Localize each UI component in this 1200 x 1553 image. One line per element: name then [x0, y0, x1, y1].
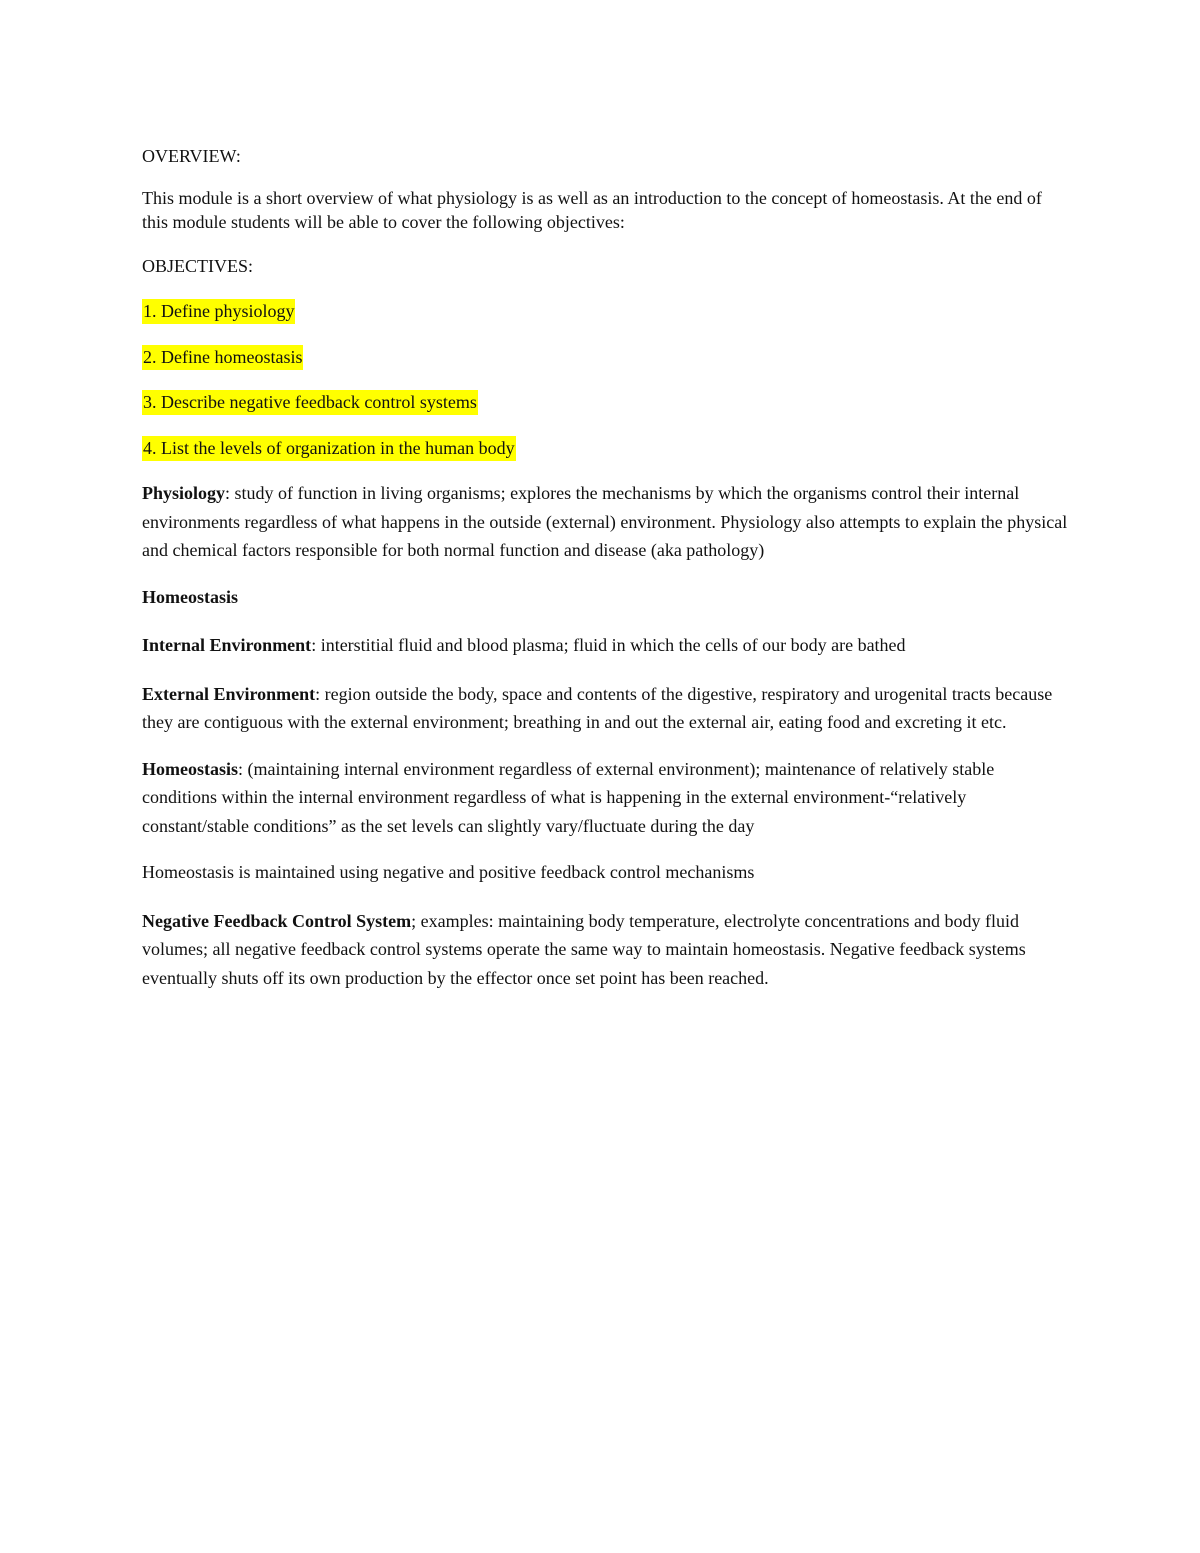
- objective-item-1: [142, 297, 1072, 326]
- objective-item-3: [142, 388, 1072, 417]
- overview-text: This module is a short overview of what physiology is as well as an introduction to the concept of homeostasis. At the end of this module students will be able to cover the following objectives:: [142, 187, 1042, 232]
- definition-term: Internal Environment: [142, 635, 312, 655]
- internal-environment-definition: [142, 631, 1072, 660]
- definition-term: Negative Feedback Control System: [142, 910, 412, 931]
- definition-text: : study of function in living organisms; explores the mechanisms by which the organisms control their internal environments regardless of what happens in the outside (external) environment. Physiology also attempts to explain the physical and chemical factors responsible for both normal function and disease (aka pathology): [142, 483, 1068, 560]
- objectives-heading: OBJECTIVES:: [142, 255, 254, 276]
- homeostasis-heading: [142, 583, 1072, 612]
- definition-text: : region outside the body, space and contents of the digestive, respiratory and urogenital tracts because they are contiguous with the external environment; breathing in and out the external air, eating food and excreting it etc.: [142, 683, 1053, 732]
- definition-text: : interstitial fluid and blood plasma; fluid in which the cells of our body are bathed: [311, 635, 906, 655]
- definition-term: External Environment: [142, 683, 316, 704]
- negative-feedback-definition: [142, 907, 1072, 993]
- physiology-definition: [142, 479, 1072, 565]
- feedback-statement: Homeostasis is maintained using negative and positive feedback control mechanisms: [142, 862, 755, 882]
- highlighted-text: 3. Describe negative feedback control systems: [142, 390, 478, 415]
- definition-text: : (maintaining internal environment regardless of external environment); maintenance of relatively stable conditions within the internal environment regardless of what is happening in the external environment-“relatively constant/stable conditions” as the set levels can slightly vary/fluctuate during the day: [142, 758, 995, 836]
- overview-heading: OVERVIEW:: [142, 146, 241, 166]
- external-environment-definition: [142, 680, 1072, 737]
- objective-item-4: [142, 434, 1072, 463]
- definition-term: Physiology: [142, 483, 226, 503]
- highlighted-text: 1. Define physiology: [142, 299, 295, 324]
- definition-text: ; examples: maintaining body temperature, electrolyte concentrations and body fluid volumes; all negative feedback control systems operate the same way to maintain homeostasis. Negative feedback systems eventually shuts off its own production by the effector once set point has been reached.: [142, 910, 1026, 988]
- highlighted-text: 2. Define homeostasis: [142, 345, 303, 370]
- document-body: [142, 142, 1072, 1010]
- homeostasis-definition: [142, 755, 1072, 841]
- highlighted-text: 4. List the levels of organization in the human body: [142, 436, 516, 461]
- objective-item-2: [142, 343, 1072, 372]
- definition-term: Homeostasis: [142, 758, 238, 779]
- section-heading-text: Homeostasis: [142, 586, 238, 607]
